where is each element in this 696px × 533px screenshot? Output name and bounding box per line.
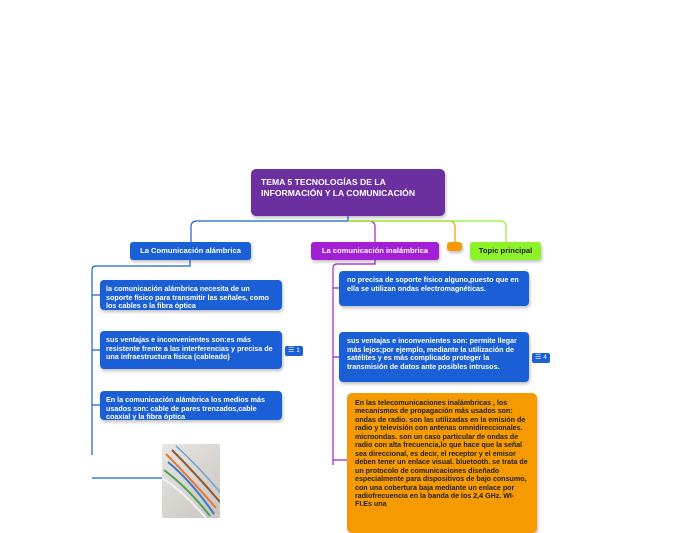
collapsed-count-badge[interactable] — [285, 346, 303, 356]
cable-photo[interactable] — [162, 444, 220, 518]
list-icon: ☰ — [288, 347, 295, 354]
topic-label: La Comunicación alámbrica — [140, 246, 241, 255]
topic-empty-orange[interactable] — [447, 242, 462, 251]
subtopic-label: la comunicación alámbrica necesita de un soporte físico para transmitir las señales, como los cables o la fibra óptica — [106, 284, 269, 311]
central-topic-label: TEMA 5 TECNOLOGÍAS DE LA INFORMACIÓN Y LA COMUNICACIÓN — [261, 177, 416, 198]
subtopic-alambrica-ventajas[interactable] — [100, 331, 282, 369]
list-icon: ☰ — [535, 354, 542, 361]
badge-count: 1 — [296, 347, 300, 354]
central-topic[interactable] — [251, 169, 445, 216]
topic-label: La comunicación inalámbrica — [321, 246, 429, 255]
subtopic-label: En la comunicación alámbrica los medios más usados son: cable de pares trenzados,cable coaxial y la fibra óptica — [106, 395, 265, 422]
subtopic-label: sus ventajas e inconvenientes son: permite llegar más lejos;por ejemplo, mediante la utilización de satélites y es más complicado proteger la transmisión de datos ante posibles intrusos. — [347, 336, 517, 371]
subtopic-inalambrica-ventajas[interactable] — [339, 332, 529, 382]
subtopic-label: En las telecomunicaciones inalámbricas , los mecanismos de propagación más usados son: ondas de radio. son las utilizadas en la emisión de radio y televisión con antenas omnidireccionales. microondas. son un caso particular de ondas de radio con alta frecuencia,lo que hace que la señal sea direccional, es decir, el receptor y el emisor deben tener un enlace visual. bluetooth. se trata de un protocolo de comunicaciones diseñado especialmente para dispositivos de bajo consumo, con una cobertura baja mediante un enlace por radiofrecuencia en la banda de los 2,4 GHz. WI-FI.Es una — [355, 399, 528, 509]
subtopic-label: sus ventajas e inconvenientes son:es más resistente frente a las interferencias y precisa de una infraestructura física (cableado) — [106, 335, 273, 362]
collapsed-count-badge[interactable] — [532, 353, 550, 363]
topic-principal[interactable] — [470, 242, 541, 260]
topic-comunicacion-inalambrica[interactable] — [311, 242, 439, 260]
subtopic-alambrica-medios[interactable] — [100, 391, 282, 420]
topic-comunicacion-alambrica[interactable] — [130, 242, 251, 260]
badge-count: 4 — [543, 354, 547, 361]
subtopic-alambrica-definicion[interactable] — [100, 280, 282, 310]
topic-label: Topic principal — [478, 246, 533, 255]
subtopic-label: no precisa de soporte físico alguno,puesto que en ella se utilizan ondas electromagnéticas. — [347, 275, 519, 293]
subtopic-inalambrica-definicion[interactable] — [339, 271, 529, 306]
subtopic-inalambrica-propagacion[interactable] — [347, 393, 537, 533]
cable-image — [162, 444, 220, 518]
